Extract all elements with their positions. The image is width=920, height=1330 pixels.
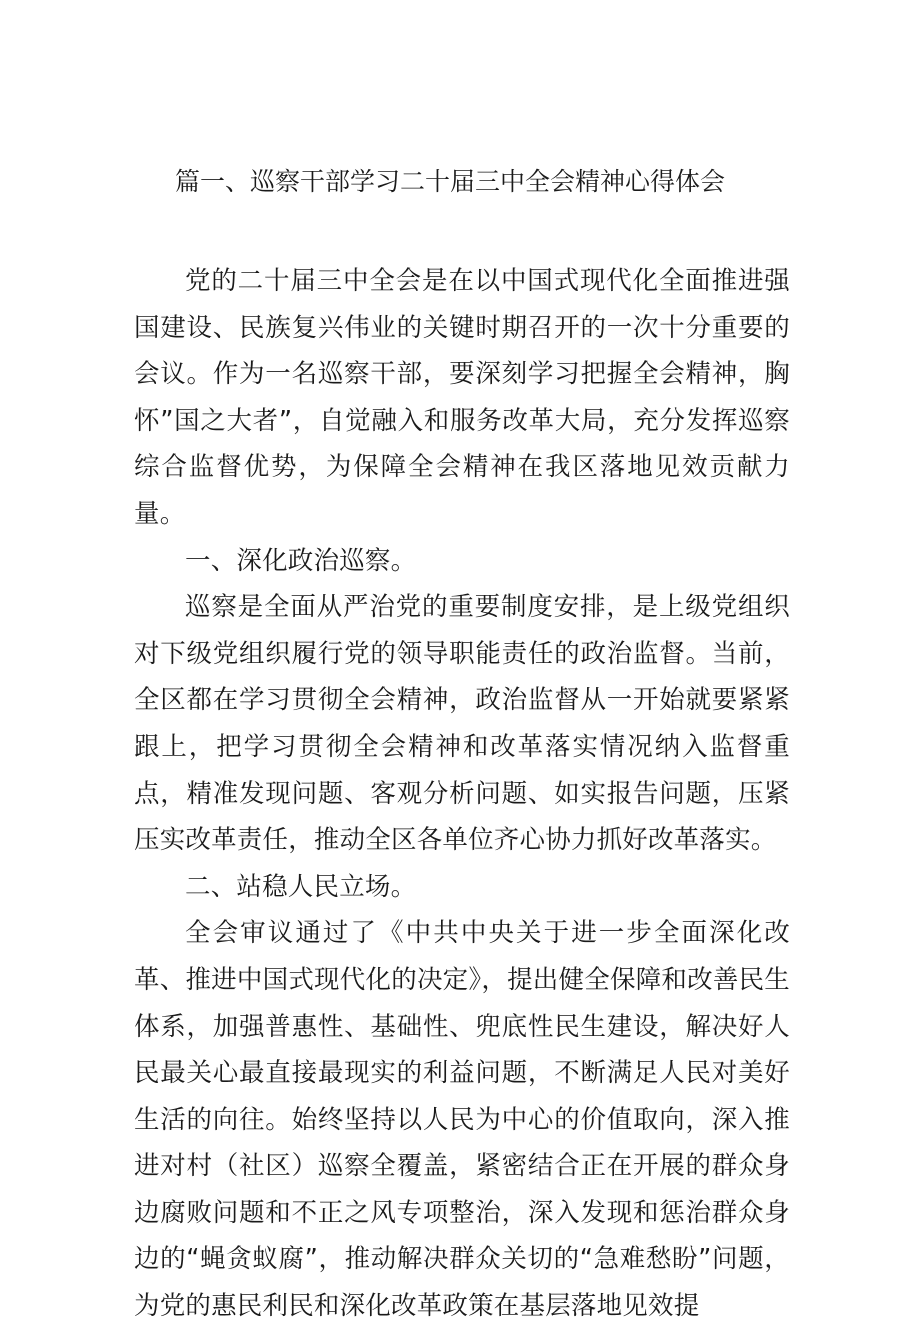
section-heading-1: 一、深化政治巡察。 [185,545,417,576]
paragraph-section-2: 全会审议通过了《中共中央关于进一步全面深化改革、推进中国式现代化的决定》，提出健全保障和改善民生体系，加强普惠性、基础性、兜底性民生建设，解决好人民最关心最直接最现实的利益问题，不断满足人民对美好生活的向往。始终坚持以人民为中心的价值取向，深入推进对村（社区）巡察全覆盖，紧密结合正在开展的群众身边腐败问题和不正之风专项整治，深入发现和惩治群众身边的“蝇贪蚁腐”，推动解决群众关切的“急难愁盼”问题，为党的惠民利民和深化改革政策在基层落地见效提 [134,918,790,1322]
section-heading-2: 二、站稳人民立场。 [185,871,417,902]
document-title: 篇一、巡察干部学习二十届三中全会精神心得体会 [175,167,726,196]
paragraph-intro: 党的二十届三中全会是在以中国式现代化全面推进强国建设、民族复兴伟业的关键时期召开的一次十分重要的会议。作为一名巡察干部，要深刻学习把握全会精神，胸怀”国之大者”，自觉融入和服务改革大局，充分发挥巡察综合监督优势，为保障全会精神在我区落地见效贡献力量。 [134,266,790,529]
document-body [134,258,790,1330]
paragraph-section-1: 巡察是全面从严治党的重要制度安排，是上级党组织对下级党组织履行党的领导职能责任的政治监督。当前，全区都在学习贯彻全会精神，政治监督从一开始就要紧紧跟上，把学习贯彻全会精神和改革落实情况纳入监督重点，精准发现问题、客观分析问题、如实报告问题，压紧压实改革责任，推动全区各单位齐心协力抓好改革落实。 [134,592,790,856]
